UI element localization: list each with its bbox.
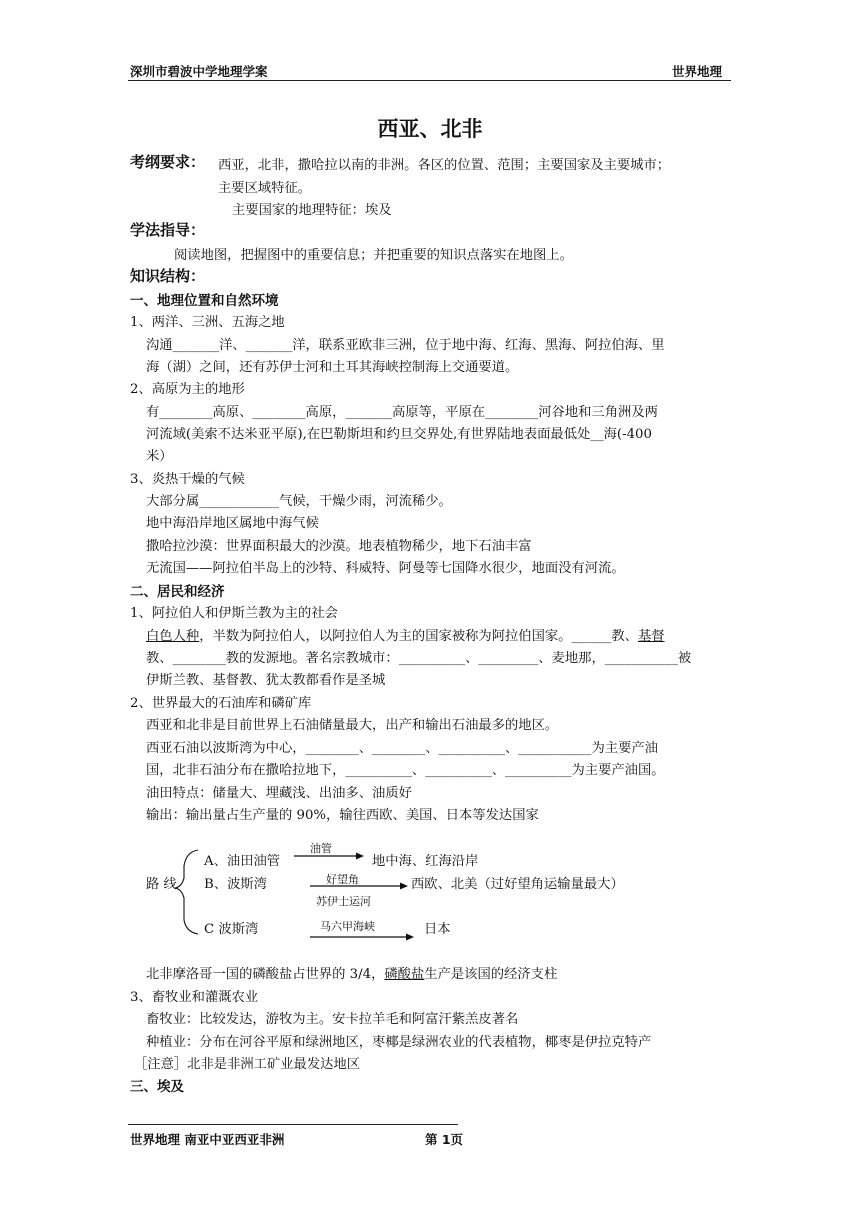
text-line: 西亚石油以波斯湾为中心，________、________、__________、___________为主要产油 — [146, 741, 658, 756]
underlined-term: 白色人种 — [146, 629, 200, 644]
method-line: 阅读地图，把握图中的重要信息；并把重要的知识点落实在地图上。 — [174, 248, 573, 263]
route-origin: A、油田油管 — [204, 854, 281, 869]
subsection-heading: 1、阿拉伯人和伊斯兰教为主的社会 — [130, 606, 338, 621]
section-heading: 一、地理位置和自然环境 — [130, 293, 279, 309]
route-via: 马六甲海峡 — [320, 920, 375, 933]
text-line: 输出：输出量占生产量的 90%，输往西欧、美国、日本等发达国家 — [146, 808, 539, 823]
text-line: 油田特点：储量大、埋藏浅、出油多、油质好 — [146, 786, 412, 801]
route-destination: 日本 — [424, 922, 451, 937]
structure-label: 知识结构： — [130, 267, 206, 285]
underlined-term: 基督 — [637, 629, 665, 644]
text-line: 伊斯兰教、基督教、犹太教都看作是圣城 — [146, 673, 386, 688]
route-origin: B、波斯湾 — [204, 877, 267, 892]
route-origin: C 波斯湾 — [204, 922, 259, 937]
subsection-heading: 2、高原为主的地形 — [130, 382, 245, 397]
route-destination: 西欧、北美（过好望角运输量最大） — [411, 877, 624, 892]
arrowhead — [406, 934, 414, 941]
text-line: 西亚和北非是目前世界上石油储量最大，出产和输出石油最多的地区。 — [146, 718, 559, 733]
footer-rule — [128, 1124, 458, 1125]
text-line: 教、________教的发源地。著名宗教城市：__________、_________、麦地那，___________被 — [146, 651, 692, 666]
text-line: 河流域(美索不达米亚平原),在巴勒斯坦和约旦交界处,有世界陆地表面最低处__海(-400 — [146, 427, 652, 442]
header-rule — [128, 80, 731, 81]
footer-course: 世界地理 南亚中亚西亚非洲 — [130, 1132, 285, 1147]
text-line: 海（湖）之间，还有苏伊士河和土耳其海峡控制海上交通要道。 — [146, 360, 519, 375]
page-title: 西亚、北非 — [377, 117, 483, 141]
subsection-heading: 3、炎热干燥的气候 — [130, 472, 245, 487]
route-via: 油管 — [310, 842, 332, 855]
text-line: 有________高原、________高原，_______高原等，平原在________河谷地和三角洲及两 — [146, 405, 658, 420]
route-via: 好望角 — [326, 873, 359, 886]
text-line: 撒哈拉沙漠：世界面积最大的沙漠。地表植物稀少，地下石油丰富 — [146, 539, 532, 554]
text-line: 地中海沿岸地区属地中海气候 — [146, 516, 319, 531]
text-line: 国，北非石油分布在撒哈拉地下，__________、__________、__________为主要产油国。 — [146, 763, 665, 778]
subsection-heading: 2、世界最大的石油库和磷矿库 — [130, 696, 312, 711]
syllabus-label: 考纲要求： — [130, 153, 206, 171]
text-line: 种植业：分布在河谷平原和绿洲地区，枣椰是绿洲农业的代表植物，椰枣是伊拉克特产 — [146, 1035, 652, 1050]
arrowhead — [400, 883, 408, 890]
syllabus-line: 主要国家的地理特征：埃及 — [232, 203, 392, 218]
text-line: 大部分属____________气候，干燥少雨，河流稀少。 — [146, 494, 452, 509]
routes-brace — [176, 850, 198, 934]
text-line: 无流国——阿拉伯半岛上的沙特、科威特、阿曼等七国降水很少，地面没有河流。 — [146, 561, 625, 576]
text-line: ［注意］北非是非洲工矿业最发达地区 — [134, 1057, 361, 1072]
section-heading: 三、埃及 — [130, 1079, 184, 1095]
syllabus-line: 西亚，北非，撒哈拉以南的非洲。各区的位置、范围；主要国家及主要城市； — [218, 158, 671, 173]
header-school: 深圳市碧波中学地理学案 — [130, 64, 268, 79]
section-heading: 二、居民和经济 — [130, 584, 225, 600]
subsection-heading: 1、两洋、三洲、五海之地 — [130, 315, 285, 330]
text-line: 畜牧业：比较发达，游牧为主。安卡拉羊毛和阿富汗紫羔皮著名 — [146, 1012, 519, 1027]
page-number: 第 1页 — [425, 1132, 464, 1147]
routes-label: 路 线 — [146, 877, 177, 892]
route-destination: 地中海、红海沿岸 — [372, 854, 479, 869]
text-line: 沟通_______洋、_______洋，联系亚欧非三洲，位于地中海、红海、黑海、阿拉伯海、里 — [146, 338, 665, 353]
text-line — [146, 963, 557, 982]
text-line: 米） — [146, 449, 173, 464]
syllabus-line: 主要区域特征。 — [218, 181, 312, 196]
header-subject: 世界地理 — [672, 64, 723, 79]
text-segment: ，半数为阿拉伯人，以阿拉伯人为主的国家被称为阿拉伯国家。______教、 — [199, 629, 638, 644]
method-label: 学法指导： — [130, 221, 206, 239]
text-segment: 生产是该国的经济支柱 — [424, 967, 558, 982]
subsection-heading: 3、畜牧业和灌溉农业 — [130, 990, 259, 1005]
text-segment: 北非摩洛哥一国的磷酸盐占世界的 3/4， — [146, 967, 385, 982]
arrowhead — [356, 853, 364, 860]
route-via: 苏伊士运河 — [316, 895, 371, 908]
text-line — [146, 625, 665, 644]
underlined-term: 磷酸盐 — [384, 967, 425, 982]
